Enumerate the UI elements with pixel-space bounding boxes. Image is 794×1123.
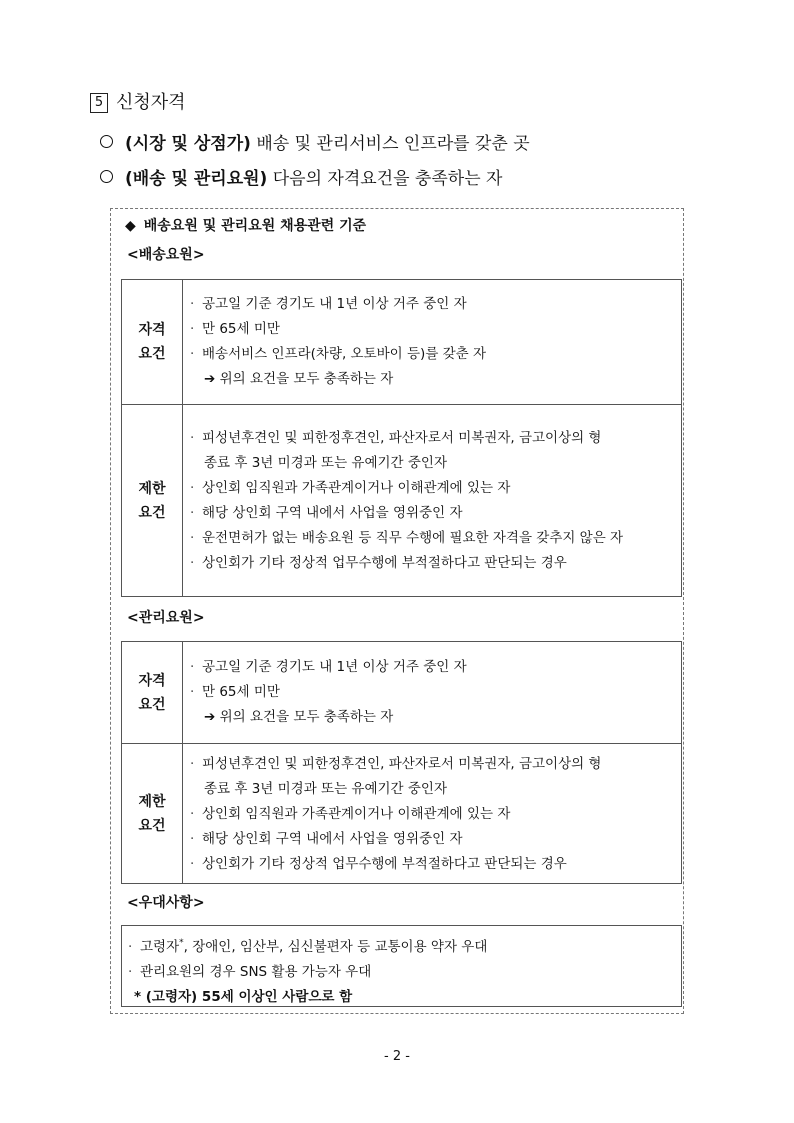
row-label: 자격 요건 — [122, 280, 183, 404]
summary-line: ➔ 위의 요건을 모두 충족하는 자 — [204, 371, 394, 387]
list-item: · 피성년후견인 및 피한정후견인, 파산자로서 미복권자, 금고이상의 형 — [190, 755, 602, 772]
section-number: 5 — [90, 93, 108, 113]
bullet-label: (시장 및 상점가) — [125, 134, 251, 154]
summary-line: ➔ 위의 요건을 모두 충족하는 자 — [204, 709, 394, 725]
criteria-title: ◆ 배송요원 및 관리요원 채용관련 기준 — [125, 215, 366, 237]
bullet-text: 다음의 자격요건을 충족하는 자 — [267, 169, 503, 189]
list-item: · 만 65세 미만 — [190, 321, 280, 337]
list-item: · 해당 상인회 구역 내에서 사업을 영위중인 자 — [190, 830, 463, 847]
list-item: · 운전면허가 없는 배송요원 등 직무 수행에 필요한 자격을 갖추지 않은 자 — [190, 530, 624, 546]
list-item: · 공고일 기준 경기도 내 1년 이상 거주 중인 자 — [190, 296, 467, 312]
list-item: · 상인회 임직원과 가족관계이거나 이해관계에 있는 자 — [190, 805, 511, 822]
list-item: · 공고일 기준 경기도 내 1년 이상 거주 중인 자 — [190, 659, 467, 675]
bullet-staff — [100, 167, 502, 191]
row-label: 자격 요건 — [122, 642, 183, 743]
manager-heading: <관리요원> — [127, 610, 205, 626]
preference-note: * (고령자) 55세 이상인 사람으로 함 — [134, 989, 353, 1005]
bullet-label: (배송 및 관리요원) — [125, 169, 268, 189]
list-item: · 상인회 임직원과 가족관계이거나 이해관계에 있는 자 — [190, 480, 511, 496]
list-item: · 만 65세 미만 — [190, 684, 280, 700]
list-item: · 상인회가 기타 정상적 업무수행에 부적절하다고 판단되는 경우 — [190, 855, 567, 872]
list-item: · 해당 상인회 구역 내에서 사업을 영위중인 자 — [190, 505, 463, 521]
diamond-icon: ◆ — [125, 218, 136, 234]
list-item-continuation: 종료 후 3년 미경과 또는 유예기간 중인자 — [204, 455, 447, 471]
list-item: · 배송서비스 인프라(차량, 오토바이 등)를 갖춘 자 — [190, 346, 487, 362]
delivery-restriction-row — [122, 404, 681, 597]
manager-criteria-table — [121, 641, 682, 884]
delivery-heading: <배송요원> — [127, 247, 205, 263]
arrow-right-icon: ➔ — [204, 371, 220, 387]
list-item: · 상인회가 기타 정상적 업무수행에 부적절하다고 판단되는 경우 — [190, 555, 567, 571]
list-item: · 고령자*, 장애인, 임산부, 심신불편자 등 교통이용 약자 우대 — [128, 938, 488, 955]
bullet-text: 배송 및 관리서비스 인프라를 갖춘 곳 — [250, 134, 530, 154]
delivery-criteria-table — [121, 279, 682, 597]
list-item: · 피성년후견인 및 피한정후견인, 파산자로서 미복권자, 금고이상의 형 — [190, 430, 602, 446]
circle-bullet-icon — [100, 170, 113, 183]
manager-qualification-row — [122, 642, 681, 743]
preference-box — [121, 925, 682, 1007]
circle-bullet-icon — [100, 135, 113, 148]
section-title: 신청자격 — [116, 92, 186, 113]
row-label: 제한 요건 — [122, 744, 183, 884]
bullet-market — [100, 132, 530, 156]
preference-heading: <우대사항> — [127, 895, 205, 911]
list-item: · 관리요원의 경우 SNS 활용 가능자 우대 — [128, 964, 372, 980]
manager-restriction-row — [122, 743, 681, 884]
row-label: 제한 요건 — [122, 405, 183, 597]
delivery-qualification-row — [122, 280, 681, 404]
arrow-right-icon: ➔ — [204, 709, 220, 725]
list-item-continuation: 종료 후 3년 미경과 또는 유예기간 중인자 — [204, 780, 447, 797]
page-number: - 2 - — [384, 1049, 410, 1064]
